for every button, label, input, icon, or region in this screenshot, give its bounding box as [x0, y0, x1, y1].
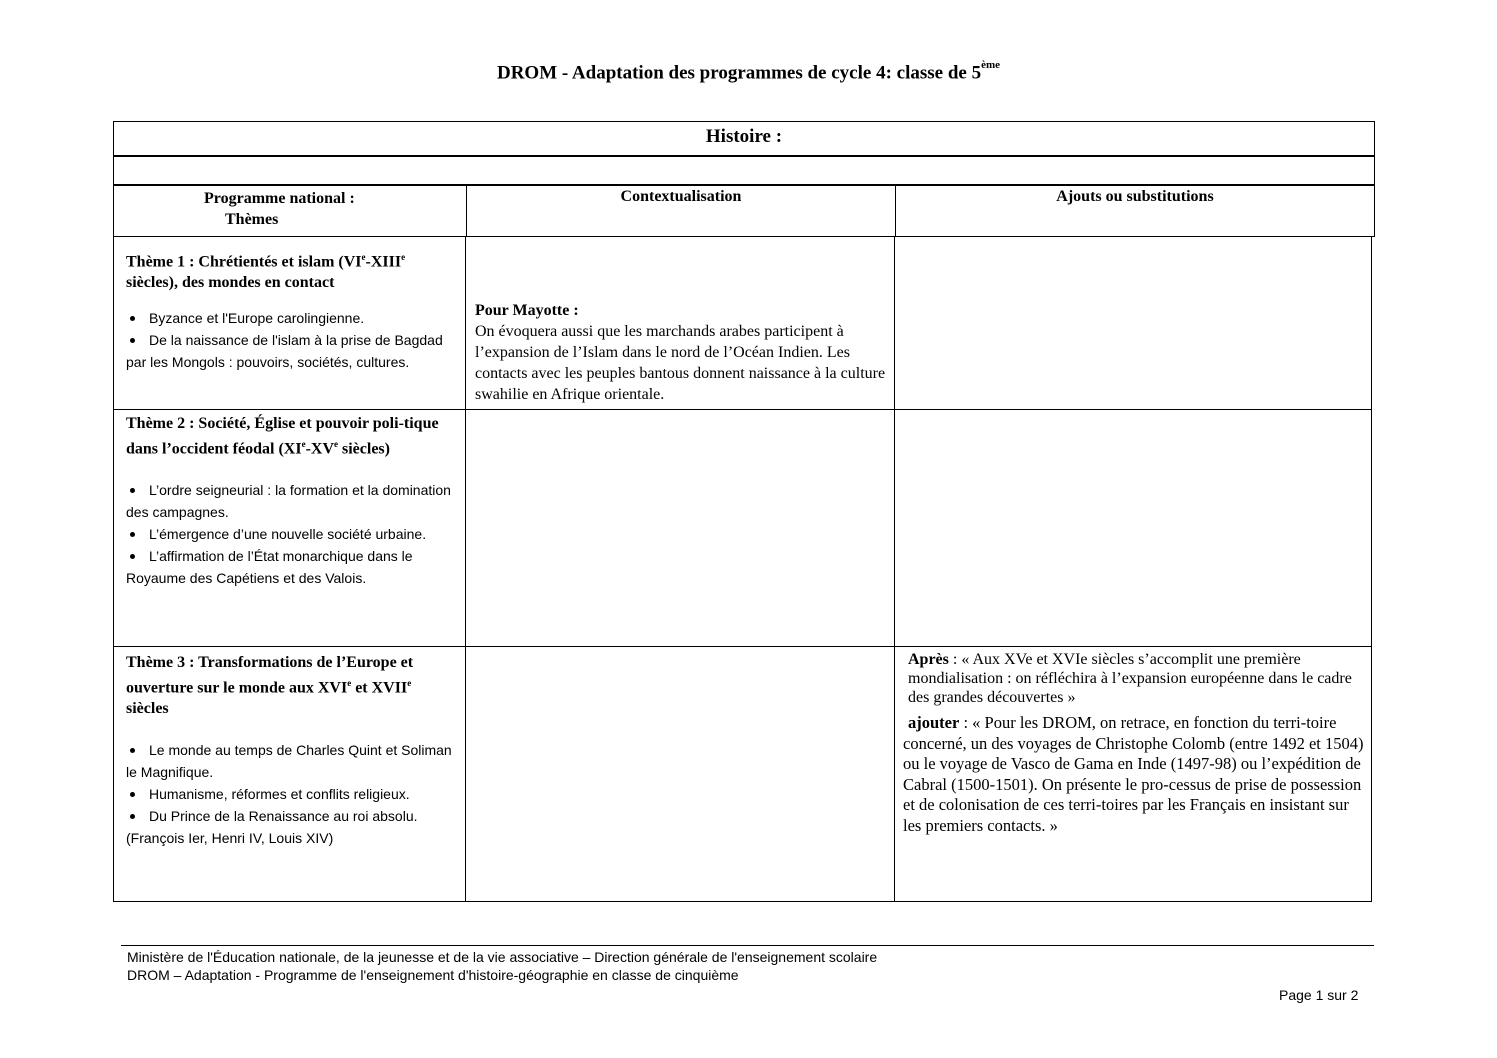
- theme-title-text: Thème 3 : Transformations de l’Europe et ouverture sur le monde aux XVI: [126, 654, 414, 697]
- document-title-superscript: ème: [981, 59, 1001, 71]
- list-item: [126, 307, 456, 329]
- list-item: [126, 739, 456, 783]
- bullet-icon: [130, 814, 135, 819]
- after-paragraph: [903, 650, 1365, 707]
- add-text: : « Pour les DROM, on retrace, en fonction du terri-toire concerné, un des voyages de Christophe Colomb (entre 1492 et 1504) ou le voyage de Vasco de Gama en Inde (1497-98) ou l’expédition de Cabral (1500-1501). On présente le pro-cessus de prise de possession et de colonisation de ces terri-toires par les Français en insistant sur les premiers contacts. »: [903, 713, 1364, 835]
- theme-title: [126, 413, 456, 459]
- column-headers: [113, 184, 1375, 237]
- footer-line-2: DROM – Adaptation - Programme de l'enseignement d'histoire-géographie en classe de cinquième: [127, 967, 739, 983]
- row-divider: [114, 409, 1371, 410]
- list-item: [126, 329, 456, 373]
- blank-row: [113, 155, 1375, 186]
- theme-title-text: Thème 1 : Chrétientés et islam (VI: [126, 253, 362, 271]
- list-item-text: Du Prince de la Renaissance au roi absolu. (François Ier, Henri IV, Louis XIV): [126, 808, 418, 847]
- bullet-icon: [130, 316, 135, 321]
- bullet-icon: [130, 488, 135, 493]
- column-header-programme-line1: Programme national :: [204, 190, 355, 207]
- theme-title: [126, 652, 456, 719]
- after-text: : « Aux XVe et XVIe siècles s’accomplit une première mondialisation : on réfléchira à l’expansion européenne dans le cadre des grandes découvertes »: [908, 651, 1352, 706]
- list-item-text: Byzance et l'Europe carolingienne.: [149, 310, 365, 327]
- column-divider: [465, 237, 466, 901]
- column-header-additions: Ajouts ou substitutions: [1056, 188, 1214, 205]
- list-item-text: L’émergence d’une nouvelle société urbaine.: [149, 526, 427, 543]
- theme-bullet-list: [126, 479, 456, 589]
- theme-title-text: Thème 2 : Société, Église et pouvoir poli-tique dans l’occident féodal (XI: [126, 415, 439, 458]
- program-table: [113, 236, 1372, 902]
- list-item-text: Le monde au temps de Charles Quint et Soliman le Magnifique.: [126, 742, 452, 781]
- add-paragraph: [903, 713, 1365, 836]
- row-divider: [114, 646, 1371, 647]
- theme-title-text: et XVII: [351, 679, 408, 697]
- document-title: [0, 59, 1497, 84]
- section-title: Histoire :: [113, 121, 1375, 157]
- list-item: [126, 479, 456, 523]
- column-header-context: Contextualisation: [620, 188, 742, 205]
- century-superscript: e: [347, 678, 352, 688]
- theme-title: [126, 247, 456, 293]
- list-item-text: Humanisme, réformes et conflits religieux.: [149, 786, 410, 803]
- bullet-icon: [130, 532, 135, 537]
- bullet-icon: [130, 748, 135, 753]
- table-row-theme-1: [126, 247, 456, 373]
- century-superscript: e: [334, 439, 338, 449]
- after-label: Après: [908, 651, 949, 668]
- bullet-icon: [130, 792, 135, 797]
- century-superscript: e: [361, 252, 366, 262]
- theme-title-text: -XIII: [365, 253, 402, 271]
- theme-bullet-list: [126, 739, 456, 849]
- column-divider: [894, 237, 895, 901]
- add-label: ajouter: [908, 713, 960, 732]
- century-superscript: e: [301, 439, 306, 449]
- theme-bullet-list: [126, 307, 456, 373]
- century-superscript: e: [407, 678, 412, 688]
- theme-title-text: siècles): [338, 440, 390, 458]
- context-cell-mayotte: [475, 300, 887, 405]
- century-superscript: e: [401, 252, 406, 262]
- table-row-theme-3: [126, 652, 456, 849]
- table-row-theme-2: [126, 413, 456, 589]
- list-item: [126, 545, 456, 589]
- context-text: On évoquera aussi que les marchands arabes participent à l’expansion de l’Islam dans le nord de l’Océan Indien. Les contacts avec les peuples bantous donnent naissance à la culture swahilie en Afrique orientale.: [475, 323, 886, 403]
- additions-cell-theme-3: [903, 650, 1365, 836]
- footer-line-1: Ministère de l'Éducation nationale, de la jeunesse et de la vie associative – Direction générale de l'enseignement scolaire: [127, 949, 878, 965]
- context-lead: Pour Mayotte :: [475, 302, 579, 319]
- list-item: [126, 523, 456, 545]
- theme-title-text: siècles), des mondes en contact: [126, 274, 335, 292]
- page-number: Page 1 sur 2: [1279, 987, 1359, 1003]
- list-item: [126, 783, 456, 805]
- list-item-text: De la naissance de l'islam à la prise de Bagdad par les Mongols : pouvoirs, sociétés, cultures.: [126, 332, 443, 371]
- column-header-programme-line2: Thèmes: [225, 211, 279, 228]
- document-title-text: DROM - Adaptation des programmes de cycle 4: classe de 5: [496, 62, 982, 84]
- theme-title-text: -XV: [305, 440, 334, 458]
- list-item-text: L’ordre seigneurial : la formation et la domination des campagnes.: [126, 482, 451, 521]
- list-item: [126, 805, 456, 849]
- bullet-icon: [130, 554, 135, 559]
- list-item-text: L’affirmation de l’État monarchique dans le Royaume des Capétiens et des Valois.: [126, 548, 413, 587]
- column-header-programme: [114, 185, 467, 236]
- bullet-icon: [130, 338, 135, 343]
- theme-title-text: siècles: [126, 700, 169, 718]
- footer-divider: [121, 945, 1374, 946]
